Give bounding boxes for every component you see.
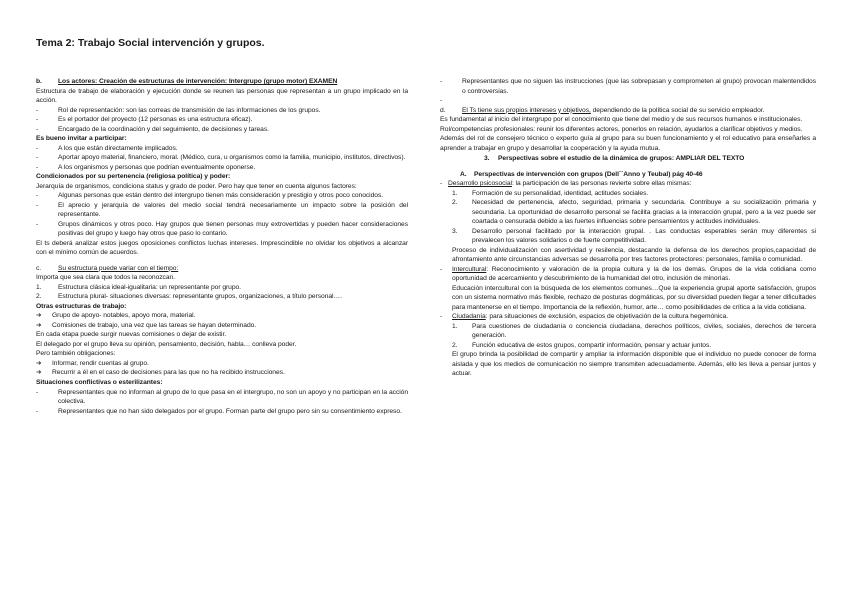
cond-intro: Jerarquía de organismos, condiciona status y grado de poder. Pero hay que tener en cuenta algunos factores: (36, 182, 357, 190)
list-item: 2. Necesidad de pertenencia, afecto, seguridad, primaria y secundaria. Contribuye a su socialización primaria y secundaria. La oportunidad de desarrollo personal se facilita gracias a la interacción grupal, pero a la vez puede ser coartada o censurada debido a las fuertes influencias sobre pensamientos y actitudes individuales. (452, 199, 816, 226)
arrow-icon: ➔ (36, 369, 42, 377)
sit-heading: Situaciones conflictivas o esterilizantes: (36, 378, 163, 386)
list-item: ➔ Comisiones de trabajo, una vez que las tareas se hayan determinado. (36, 321, 257, 329)
invite-heading: Es bueno invitar a participar: (36, 135, 127, 143)
list-item: - Aportar apoyo material, financiero, moral. (Médico, cura, u organismos como la familia, municipio, institutos, directivos). (36, 154, 406, 162)
cond-heading: Condicionados por su pertenencia (religiosa política) y poder: (36, 173, 231, 181)
left-column (36, 77, 408, 416)
arrow-icon: ➔ (36, 312, 42, 320)
inter-heading: - Intercultural: Reconocimiento y valoración de la propia cultura y la de los demás. Grupos de la vida cotidiana como oportunidad de acercamiento y descubrimiento de la humanidad del otro, inclusión de minorías. (440, 265, 816, 283)
list-item: - (440, 97, 443, 105)
section-b-title: Los actores: Creación de estructuras de intervención: Intergrupo (grupo motor) EXAMEN (58, 78, 338, 85)
section-c-marker: c. (36, 264, 42, 272)
section-a-heading: A. Perspectivas de intervención con grupos (Dell´´Anno y Teubal) pág 40-46 (460, 170, 703, 178)
section-3-heading: 3. Perspectivas sobre el estudio de la dinámica de grupos: AMPLIAR DEL TEXTO (484, 155, 745, 163)
list-item: 1. Para cuestiones de ciudadanía o conciencia ciudadana, derechos políticos, civiles, sociales, derechos de tercera generación. (452, 322, 816, 340)
ciud-heading: - Ciudadanía: para situaciones de exclusión, espacios de objetivación de la cultura hegemónica. (440, 313, 729, 321)
list-item: - Representantes que no informan al grupo de lo que pasa en el intergrupo, no son un apoyo y no participan en la acción colectiva. (36, 388, 408, 406)
section-b-heading (36, 77, 408, 87)
paragraph: Es fundamental al inicio del intergrupo por el conocimiento que tiene del medio y de sus recursos humanos e institucionales. (440, 116, 803, 124)
list-item: - Representantes que no han sido delegados por el grupo. Forman parte del grupo pero sin su consentimiento expreso. (36, 407, 402, 415)
document-title: Tema 2: Trabajo Social intervención y grupos. (36, 37, 265, 49)
cond-outro: El ts deberá analizar estos juegos oposiciones conflictos luchas intereses. Imprescindible no olvidar los objetivos a alcanzar con el mínimo común de acuerdos. (36, 239, 408, 257)
list-item: - Rol de representación: son las correas de transmisión de las informaciones de los grupos. (36, 106, 321, 114)
list-item: 1. Estructura clásica ideal-igualitaria: un representante por grupo. (36, 283, 241, 291)
list-item: - A los organismos y personas que podrían eventualmente oponerse. (36, 163, 256, 171)
list-item: - Representantes que no siguen las instrucciones (que las sobrepasan y comprometen al grupo) provocan malentendidos o controversias. (440, 78, 816, 95)
section-d: d. El Ts tiene sus propios intereses y objetivos, dependiendo de la política social de su servicio empleador. (440, 106, 765, 114)
section-d-title: El Ts tiene sus propios intereses y objetivos, (462, 106, 591, 114)
arrow-icon: ➔ (36, 359, 42, 367)
paragraph: Además del rol de consejero técnico o experto guía al grupo para su buen funcionamiento y el rol educativo para enseñarles a aprender a trabajar en grupo y desarrollar la cooperación y la ayuda mutua. (440, 135, 816, 152)
list-item: - Algunas personas que están dentro del intergrupo tienen más consideración y prestigio y otros poco conocidos. (36, 192, 384, 200)
list-item: - A los que están directamente implicados. (36, 144, 178, 152)
paragraph: El grupo brinda la posibilidad de compartir y ampliar la información disponible que el individuo no puede conocer de forma aislada y que los medios de comunicación no siempre transmiten adecuadamente. Además, ello les lleva a pensar juntos y actuar. (452, 351, 816, 378)
list-item: 2. Función educativa de estos grupos, compartir información, pensar y actuar juntos. (452, 341, 712, 349)
list-item: 2. Estructura plural- situaciones diversas: representante grupos, organizaciones, a título personal…. (36, 293, 342, 301)
paragraph: En cada etapa puede surgir nuevas comisiones o dejar de existir. (36, 331, 227, 339)
list-item: - Es el portador del proyecto (12 personas es una estructura eficaz). (36, 116, 253, 124)
list-item: 1. Formación de su personalidad, identidad, actitudes sociales. (452, 189, 649, 197)
paragraph: Proceso de individualización con asertividad y resilencia, destacando la defensa de los derechos propios,capacidad de afrontamiento ante circunstancias adversas se desarrolla por tres factores protectores: personales, familia o comunidad. (452, 246, 816, 264)
list-item: ➔ Recurrir a él en el caso de decisiones para las que no ha recibido instrucciones. (36, 369, 285, 377)
paragraph: Pero también obligaciones: (36, 350, 116, 358)
paragraph: Rol/competencias profesionales: reunir los diferentes actores, ponerlos en relación, ayudarlos a clarificar objetivos y medios. (440, 125, 803, 133)
paragraph: El delegado por el grupo lleva su opinión, pensamiento, decisión, habla… conlleva poder. (36, 340, 297, 348)
section-b-intro: Estructura de trabajo de elaboración y ejecución donde se reunen las personas que representan a un grupo implicado en la acción. (36, 87, 408, 105)
section-c-intro: Importa que sea clara que todos la reconozcan. (36, 274, 175, 282)
list-item: ➔ Grupo de apoyo- notables, apoyo mora, material. (36, 312, 196, 320)
list-item: - Encargado de la coordinación y del seguimiento, de decisiones y tareas. (36, 125, 269, 133)
section-d-marker: d. (440, 106, 446, 114)
otras-heading: Otras estructuras de trabajo: (36, 302, 127, 310)
right-column (440, 77, 816, 379)
section-c-title: Su estructura puede variar con el tiempo: (58, 264, 179, 272)
section-c-heading (36, 264, 408, 274)
list-item: 3. Desarrollo personal facilitado por la interacción grupal. . Las conductas esperables serán muy diferentes si prevalecen los valores solidarios o de fuerte competitividad. (452, 227, 816, 245)
list-item: ➔ Informar, rendir cuentas al grupo. (36, 359, 149, 367)
paragraph: Educación intercultural con la búsqueda de los elementos comunes…Que la experiencia grupal aporte satisfacción, grupos con un sistema normativo más flexible, rechazo de posturas dogmáticas, por su diversidad pueden llegar a tener dificultades para mantenerse en el tiempo. Importancia de la reflexión, humor, arte… como posibilidades de crítica a la vida cotidiana. (452, 284, 816, 311)
list-item: - El aprecio y jerarquía de valores del medio social tendrá necesariamente un impacto sobre la posición del representante. (36, 201, 408, 219)
arrow-icon: ➔ (36, 321, 42, 329)
psico-heading: - Desarrollo psicosocial: la participación de las personas revierte sobre ellas mismas: (440, 180, 692, 188)
list-item: - Grupos dinámicos y otros poco. Hay grupos que tienen personas muy extrovertidas y pueden hacer consideraciones positivas del grupo y luego hay otros que paso lo contario. (36, 220, 408, 238)
section-b-marker: b. (36, 78, 42, 85)
